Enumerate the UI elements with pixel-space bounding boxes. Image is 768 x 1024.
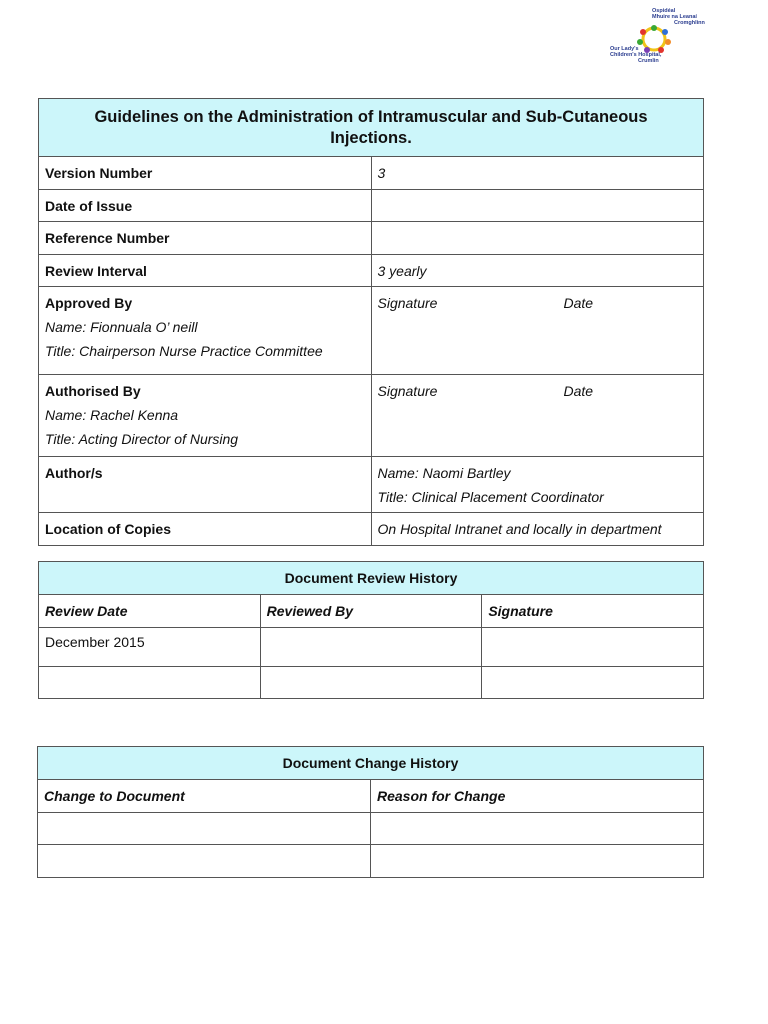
logo-irish-line-3: Cromghlinn xyxy=(674,20,705,26)
change-history-table xyxy=(37,746,704,878)
table-row xyxy=(39,667,704,699)
table-cell xyxy=(260,667,482,699)
table-cell xyxy=(38,845,371,878)
authors-title: Title: Clinical Placement Coordinator xyxy=(377,489,604,505)
table-cell xyxy=(371,845,704,878)
reference-number-label: Reference Number xyxy=(39,222,372,255)
reason-for-change-column-header: Reason for Change xyxy=(371,780,704,813)
review-history-table xyxy=(38,561,704,699)
version-number-label: Version Number xyxy=(39,157,372,190)
approved-by-title: Title: Chairperson Nurse Practice Committee xyxy=(45,343,323,359)
authorised-date-label: Date xyxy=(563,383,594,399)
approved-by-label: Approved By xyxy=(45,295,133,311)
authorised-by-label: Authorised By xyxy=(45,383,141,399)
table-cell xyxy=(482,667,704,699)
reference-number-value xyxy=(371,222,704,255)
table-cell xyxy=(39,667,261,699)
hospital-logo xyxy=(604,6,704,66)
table-row xyxy=(38,845,704,878)
authors-label: Author/s xyxy=(45,465,103,481)
table-row xyxy=(38,813,704,845)
change-to-document-column-header: Change to Document xyxy=(38,780,371,813)
logo-english-line-1: Our Lady's xyxy=(610,46,639,52)
approved-signature-cell xyxy=(371,287,704,375)
date-of-issue-label: Date of Issue xyxy=(39,190,372,222)
table-cell xyxy=(482,628,704,667)
children-hands-icon xyxy=(634,24,674,54)
table-cell: December 2015 xyxy=(39,628,261,667)
location-of-copies-label: Location of Copies xyxy=(39,513,372,546)
approved-by-name: Name: Fionnuala O’ neill xyxy=(45,319,198,335)
authorised-signature-label: Signature xyxy=(377,383,438,399)
review-interval-value: 3 yearly xyxy=(371,255,704,287)
authorised-by-name: Name: Rachel Kenna xyxy=(45,407,179,423)
authors-cell xyxy=(39,457,372,513)
date-of-issue-value xyxy=(371,190,704,222)
authors-name: Name: Naomi Bartley xyxy=(377,465,511,481)
authorised-by-cell xyxy=(39,375,372,457)
logo-english-line-2: Children's Hospital, xyxy=(610,52,662,58)
table-row xyxy=(39,628,704,667)
authorised-by-title: Title: Acting Director of Nursing xyxy=(45,431,239,447)
logo-english-line-3: Crumlin xyxy=(638,58,659,64)
review-interval-label: Review Interval xyxy=(39,255,372,287)
table-cell xyxy=(371,813,704,845)
logo-irish-line-2: Mhuire na Leanaí xyxy=(652,14,697,20)
table-cell xyxy=(260,628,482,667)
authorised-signature-cell xyxy=(371,375,704,457)
location-of-copies-value: On Hospital Intranet and locally in department xyxy=(371,513,704,546)
version-number-value: 3 xyxy=(371,157,704,190)
reviewed-by-column-header: Reviewed By xyxy=(260,595,482,628)
approved-date-label: Date xyxy=(563,295,594,311)
table-cell xyxy=(38,813,371,845)
document-title: Guidelines on the Administration of Intramuscular and Sub-Cutaneous Injections. xyxy=(39,99,704,157)
change-history-heading: Document Change History xyxy=(38,747,704,780)
logo-irish-line-1: Ospidéal xyxy=(652,8,676,14)
document-control-table xyxy=(38,98,704,546)
approved-signature-label: Signature xyxy=(377,295,438,311)
authors-value-cell xyxy=(371,457,704,513)
approved-by-cell xyxy=(39,287,372,375)
review-date-column-header: Review Date xyxy=(39,595,261,628)
signature-column-header: Signature xyxy=(482,595,704,628)
review-history-heading: Document Review History xyxy=(39,562,704,595)
